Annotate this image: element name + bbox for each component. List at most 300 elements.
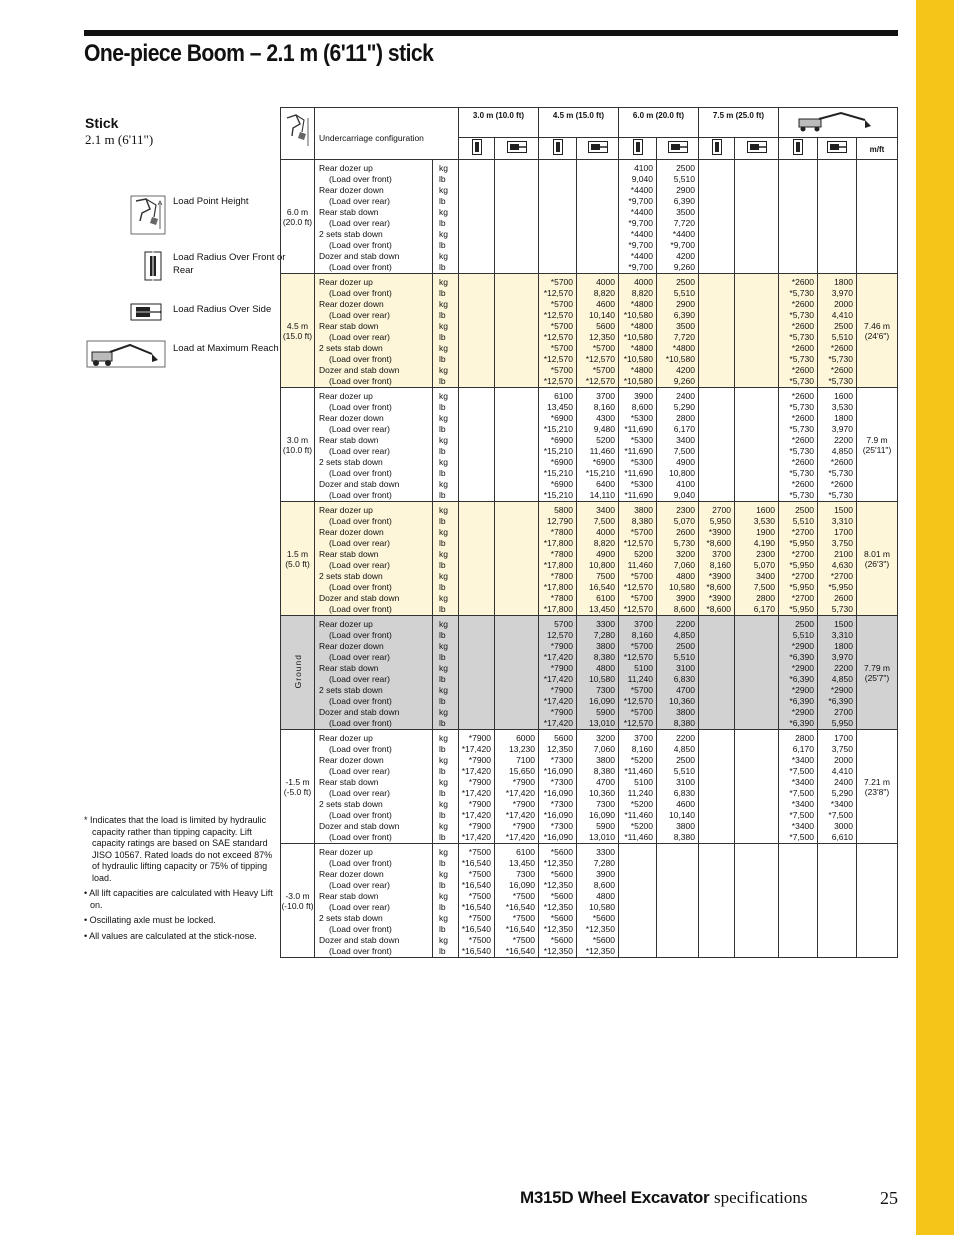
config-label: Rear dozer up xyxy=(319,163,373,173)
config-label: Rear stab down xyxy=(319,549,379,559)
config-label: Rear dozer up xyxy=(319,391,373,401)
capacity-value: *7,500 xyxy=(789,810,814,820)
capacity-value: 7,280 xyxy=(593,630,615,640)
capacity-value: *5300 xyxy=(630,413,653,423)
capacity-value: 2200 xyxy=(834,663,853,673)
capacity-value: 5,510 xyxy=(792,630,814,640)
capacity-value: *5700 xyxy=(550,343,573,353)
radius-header: 7.5 m (25.0 ft) xyxy=(699,108,779,138)
footer xyxy=(520,1188,808,1208)
config-label: (Load over rear) xyxy=(329,218,390,228)
capacity-value: 6,830 xyxy=(673,674,695,684)
unit: lb xyxy=(439,946,446,956)
unit: kg xyxy=(439,277,448,287)
capacity-cell xyxy=(699,502,735,616)
capacity-cell xyxy=(619,844,657,958)
unit: lb xyxy=(439,718,446,728)
capacity-value: *5300 xyxy=(630,457,653,467)
config-label: Rear dozer down xyxy=(319,413,384,423)
capacity-value: *5700 xyxy=(592,365,615,375)
capacity-value: 9,040 xyxy=(631,174,653,184)
capacity-value: *12,350 xyxy=(585,924,615,934)
capacity-value: 4200 xyxy=(676,251,695,261)
capacity-value: 3900 xyxy=(676,593,695,603)
unit: kg xyxy=(439,321,448,331)
capacity-value: *12,350 xyxy=(543,880,573,890)
load-point-height-icon xyxy=(284,112,312,152)
capacity-cell xyxy=(539,388,577,502)
unit: lb xyxy=(439,538,446,548)
capacity-value: *5600 xyxy=(550,913,573,923)
load-radius-side-icon xyxy=(130,303,162,321)
capacity-value: *17,420 xyxy=(543,718,573,728)
capacity-value: *5700 xyxy=(630,707,653,717)
lift-capacity-table xyxy=(280,107,898,958)
capacity-value: *11,460 xyxy=(624,766,653,776)
capacity-value: 16,090 xyxy=(589,696,615,706)
capacity-value: *2600 xyxy=(791,299,814,309)
capacity-value: 10,580 xyxy=(669,582,695,592)
capacity-cell xyxy=(459,502,495,616)
capacity-value: *4400 xyxy=(672,229,695,239)
capacity-value: *15,210 xyxy=(543,446,573,456)
capacity-value: *5,950 xyxy=(789,538,814,548)
capacity-value: 9,040 xyxy=(673,490,695,500)
capacity-value: 8,160 xyxy=(631,744,653,754)
config-label: Rear dozer down xyxy=(319,527,384,537)
unit: lb xyxy=(439,652,446,662)
capacity-value: *5,730 xyxy=(828,354,853,364)
capacity-value: *5,730 xyxy=(789,288,814,298)
capacity-cell xyxy=(818,616,857,730)
stick-heading: Stick xyxy=(85,115,119,131)
unit: kg xyxy=(439,869,448,879)
capacity-value: 7,500 xyxy=(753,582,775,592)
capacity-value: 8,600 xyxy=(673,604,695,614)
capacity-value: 5900 xyxy=(596,707,615,717)
capacity-value: *3900 xyxy=(708,527,731,537)
capacity-value: *12,350 xyxy=(543,902,573,912)
config-labels xyxy=(315,730,433,844)
capacity-value: *7500 xyxy=(468,935,491,945)
capacity-value: *16,540 xyxy=(505,924,535,934)
config-labels xyxy=(315,160,433,274)
capacity-value: *5300 xyxy=(630,435,653,445)
capacity-cell xyxy=(779,274,818,388)
unit-mft: m/ft xyxy=(857,138,898,160)
top-rule xyxy=(84,30,898,36)
capacity-value: *6900 xyxy=(550,457,573,467)
capacity-value: 6,390 xyxy=(673,310,695,320)
capacity-value: 10,580 xyxy=(589,674,615,684)
capacity-value: *10,580 xyxy=(623,310,653,320)
capacity-value: *5,950 xyxy=(789,582,814,592)
capacity-value: 3,970 xyxy=(831,288,853,298)
capacity-value: 1700 xyxy=(834,527,853,537)
capacity-value: *2600 xyxy=(791,365,814,375)
capacity-value: *5600 xyxy=(550,891,573,901)
capacity-value: *2700 xyxy=(830,571,853,581)
capacity-value: 11,460 xyxy=(589,446,615,456)
config-label: (Load over front) xyxy=(329,354,392,364)
load-max-reach-icon xyxy=(793,110,883,132)
capacity-value: 8,820 xyxy=(593,538,615,548)
config-label: Dozer and stab down xyxy=(319,365,400,375)
unit: lb xyxy=(439,560,446,570)
capacity-value: 10,800 xyxy=(589,560,615,570)
capacity-value: 13,010 xyxy=(589,718,615,728)
front-rear-icon-cell xyxy=(539,138,577,160)
capacity-value: 2800 xyxy=(756,593,775,603)
capacity-cell xyxy=(459,730,495,844)
capacity-value: *2600 xyxy=(830,479,853,489)
load-height: -1.5 m (-5.0 ft) xyxy=(281,730,315,844)
capacity-value: *8,600 xyxy=(706,582,731,592)
capacity-value: 3000 xyxy=(834,821,853,831)
units xyxy=(433,274,459,388)
capacity-value: 6000 xyxy=(516,733,535,743)
capacity-cell xyxy=(495,502,539,616)
capacity-value: 16,090 xyxy=(509,880,535,890)
load-height: 3.0 m (10.0 ft) xyxy=(281,388,315,502)
capacity-cell xyxy=(657,274,699,388)
capacity-value: *12,350 xyxy=(585,946,615,956)
unit: lb xyxy=(439,924,446,934)
capacity-value: *8,600 xyxy=(706,604,731,614)
capacity-cell xyxy=(735,274,779,388)
capacity-value: 7,720 xyxy=(673,332,695,342)
unit: lb xyxy=(439,744,446,754)
capacity-value: *16,540 xyxy=(505,946,535,956)
capacity-value: *17,420 xyxy=(543,674,573,684)
load-radius-front-rear-icon xyxy=(712,139,722,155)
config-label: Rear dozer down xyxy=(319,185,384,195)
capacity-value: *15,210 xyxy=(585,468,615,478)
note-bullet: • All values are calculated at the stick-nose. xyxy=(84,930,257,941)
units xyxy=(433,730,459,844)
capacity-value: *7500 xyxy=(512,935,535,945)
capacity-value: *16,090 xyxy=(543,810,573,820)
capacity-value: 5,510 xyxy=(673,288,695,298)
capacity-value: 11,240 xyxy=(627,674,653,684)
capacity-value: 10,140 xyxy=(669,810,695,820)
note-star: * Indicates that the load is limited by hydraulic capacity rather than tipping capacity. Lift capacity ratings are based on SAE standard JISO 10567. Rated loads do not exceed 87% of hydraulic lifting capacity or 75% of tipping load. xyxy=(84,815,273,883)
unit: lb xyxy=(439,858,446,868)
capacity-value: 2700 xyxy=(834,707,853,717)
config-label: 2 sets stab down xyxy=(319,343,383,353)
unit: lb xyxy=(439,288,446,298)
unit: lb xyxy=(439,196,446,206)
capacity-value: 2600 xyxy=(676,527,695,537)
capacity-value: 5,070 xyxy=(673,516,695,526)
capacity-value: *15,210 xyxy=(543,490,573,500)
unit: lb xyxy=(439,218,446,228)
load-height: 4.5 m (15.0 ft) xyxy=(281,274,315,388)
load-radius-front-rear-icon xyxy=(472,139,482,155)
config-label: Dozer and stab down xyxy=(319,821,400,831)
capacity-value: *5300 xyxy=(630,479,653,489)
capacity-value: 2400 xyxy=(834,777,853,787)
unit: lb xyxy=(439,424,446,434)
capacity-value: *7500 xyxy=(468,869,491,879)
unit: lb xyxy=(439,174,446,184)
capacity-value: *17,420 xyxy=(461,810,491,820)
capacity-value: 5200 xyxy=(596,435,615,445)
capacity-cell xyxy=(459,388,495,502)
capacity-value: *7300 xyxy=(550,821,573,831)
unit: lb xyxy=(439,582,446,592)
capacity-value: 3800 xyxy=(634,505,653,515)
footer-suffix: specifications xyxy=(714,1188,808,1207)
note-bullet: • Oscillating axle must be locked. xyxy=(84,915,216,925)
unit: kg xyxy=(439,505,448,515)
capacity-value: 7,280 xyxy=(593,858,615,868)
config-label: (Load over rear) xyxy=(329,766,390,776)
capacity-value: *2700 xyxy=(791,527,814,537)
capacity-value: 3300 xyxy=(596,619,615,629)
capacity-cell xyxy=(459,616,495,730)
capacity-value: *12,350 xyxy=(543,946,573,956)
config-labels xyxy=(315,502,433,616)
capacity-value: *12,570 xyxy=(623,604,653,614)
capacity-value: 2500 xyxy=(795,505,814,515)
capacity-value: *7500 xyxy=(512,913,535,923)
capacity-value: *2600 xyxy=(830,343,853,353)
side-icon-cell xyxy=(657,138,699,160)
capacity-cell xyxy=(495,274,539,388)
capacity-value: *7800 xyxy=(550,571,573,581)
capacity-value: *16,540 xyxy=(461,858,491,868)
max-reach: 8.01 m (26'3") xyxy=(857,502,898,616)
capacity-value: 5,730 xyxy=(673,538,695,548)
capacity-value: 3,530 xyxy=(753,516,775,526)
capacity-value: 3700 xyxy=(712,549,731,559)
unit: lb xyxy=(439,902,446,912)
unit: lb xyxy=(439,354,446,364)
config-label: (Load over rear) xyxy=(329,310,390,320)
unit: lb xyxy=(439,810,446,820)
unit: kg xyxy=(439,229,448,239)
capacity-value: 7300 xyxy=(596,799,615,809)
radius-header: 4.5 m (15.0 ft) xyxy=(539,108,619,138)
page-number: 25 xyxy=(880,1188,898,1208)
config-label: Rear dozer up xyxy=(319,733,373,743)
capacity-value: 4000 xyxy=(634,277,653,287)
unit: lb xyxy=(439,674,446,684)
capacity-value: 3800 xyxy=(596,641,615,651)
capacity-value: 10,360 xyxy=(669,696,695,706)
capacity-value: *7500 xyxy=(512,891,535,901)
capacity-value: 2200 xyxy=(834,435,853,445)
config-label: (Load over rear) xyxy=(329,652,390,662)
capacity-value: 9,260 xyxy=(673,376,695,386)
capacity-value: 5,510 xyxy=(792,516,814,526)
capacity-value: *5,730 xyxy=(789,402,814,412)
capacity-value: *2600 xyxy=(791,457,814,467)
capacity-value: 8,820 xyxy=(593,288,615,298)
capacity-value: 3800 xyxy=(676,821,695,831)
unit: kg xyxy=(439,619,448,629)
capacity-value: 5,510 xyxy=(673,766,695,776)
capacity-value: 4,410 xyxy=(831,766,853,776)
capacity-value: 13,450 xyxy=(509,858,535,868)
capacity-value: *7800 xyxy=(550,527,573,537)
unit: lb xyxy=(439,630,446,640)
capacity-value: *7,500 xyxy=(789,832,814,842)
capacity-cell xyxy=(577,274,619,388)
capacity-value: 4800 xyxy=(596,891,615,901)
capacity-cell xyxy=(657,160,699,274)
capacity-value: 11,240 xyxy=(627,788,653,798)
capacity-value: *7900 xyxy=(550,685,573,695)
capacity-cell xyxy=(539,844,577,958)
config-label: Rear dozer up xyxy=(319,505,373,515)
capacity-value: *12,570 xyxy=(543,288,573,298)
capacity-value: 13,230 xyxy=(509,744,535,754)
capacity-value: 1800 xyxy=(834,413,853,423)
front-rear-icon-cell xyxy=(619,138,657,160)
capacity-value: 1700 xyxy=(834,733,853,743)
page-title: One-piece Boom – 2.1 m (6'11") stick xyxy=(84,40,434,67)
capacity-cell xyxy=(699,730,735,844)
capacity-value: 3400 xyxy=(756,571,775,581)
load-point-height-icon xyxy=(130,195,166,235)
table-row xyxy=(281,844,898,958)
capacity-value: *5200 xyxy=(630,821,653,831)
stick-value: 2.1 m (6'11") xyxy=(85,132,154,147)
capacity-value: *9,700 xyxy=(628,196,653,206)
config-label: Dozer and stab down xyxy=(319,251,400,261)
capacity-value: *5600 xyxy=(550,847,573,857)
capacity-value: *5200 xyxy=(630,799,653,809)
unit: kg xyxy=(439,777,448,787)
capacity-value: 4,410 xyxy=(831,310,853,320)
footer-model: M315D Wheel Excavator xyxy=(520,1188,710,1207)
config-label: (Load over front) xyxy=(329,516,392,526)
capacity-value: *12,570 xyxy=(543,376,573,386)
table-row xyxy=(281,730,898,844)
capacity-value: *11,690 xyxy=(624,446,653,456)
capacity-value: 7,720 xyxy=(673,218,695,228)
capacity-value: *5,730 xyxy=(789,376,814,386)
max-reach-header xyxy=(779,108,898,138)
config-label: (Load over rear) xyxy=(329,560,390,570)
capacity-value: *6900 xyxy=(550,479,573,489)
config-label: Dozer and stab down xyxy=(319,707,400,717)
config-label: (Load over front) xyxy=(329,924,392,934)
unit: kg xyxy=(439,913,448,923)
capacity-cell xyxy=(619,730,657,844)
capacity-value: *2900 xyxy=(791,641,814,651)
load-max-reach-icon xyxy=(86,340,166,368)
capacity-value: 4200 xyxy=(676,365,695,375)
capacity-value: 2900 xyxy=(676,185,695,195)
config-label: (Load over front) xyxy=(329,288,392,298)
config-label: Dozer and stab down xyxy=(319,935,400,945)
config-label: (Load over front) xyxy=(329,376,392,386)
capacity-value: *4400 xyxy=(630,185,653,195)
capacity-value: 2900 xyxy=(676,299,695,309)
capacity-value: *17,420 xyxy=(505,788,535,798)
capacity-value: *15,210 xyxy=(543,468,573,478)
config-label: (Load over rear) xyxy=(329,788,390,798)
capacity-value: *7300 xyxy=(550,799,573,809)
capacity-value: *10,580 xyxy=(623,354,653,364)
capacity-value: 8,380 xyxy=(631,516,653,526)
capacity-value: *5,950 xyxy=(789,560,814,570)
unit: lb xyxy=(439,516,446,526)
config-label: Rear dozer up xyxy=(319,619,373,629)
config-label: 2 sets stab down xyxy=(319,229,383,239)
config-label: (Load over rear) xyxy=(329,538,390,548)
capacity-value: 10,580 xyxy=(589,902,615,912)
unit: kg xyxy=(439,755,448,765)
capacity-value: *7900 xyxy=(468,733,491,743)
capacity-value: *5,730 xyxy=(828,376,853,386)
load-radius-front-rear-icon xyxy=(633,139,643,155)
unit: kg xyxy=(439,799,448,809)
capacity-value: 5,950 xyxy=(831,718,853,728)
capacity-value: 6100 xyxy=(596,593,615,603)
config-label: (Load over front) xyxy=(329,858,392,868)
capacity-value: *5700 xyxy=(550,365,573,375)
capacity-value: 7300 xyxy=(516,869,535,879)
capacity-value: *12,570 xyxy=(543,354,573,364)
config-labels xyxy=(315,274,433,388)
capacity-value: *16,540 xyxy=(461,924,491,934)
capacity-value: *15,210 xyxy=(543,424,573,434)
capacity-value: 2500 xyxy=(676,641,695,651)
capacity-value: *2600 xyxy=(830,365,853,375)
capacity-value: *6,390 xyxy=(789,674,814,684)
capacity-value: 1600 xyxy=(834,391,853,401)
unit: kg xyxy=(439,593,448,603)
capacity-value: 7300 xyxy=(596,685,615,695)
capacity-value: 8,160 xyxy=(593,402,615,412)
unit: kg xyxy=(439,733,448,743)
capacity-value: *7,500 xyxy=(828,810,853,820)
capacity-value: *12,570 xyxy=(585,354,615,364)
capacity-value: 3100 xyxy=(676,777,695,787)
capacity-value: *7900 xyxy=(468,821,491,831)
capacity-value: 8,820 xyxy=(631,288,653,298)
capacity-value: 3400 xyxy=(676,435,695,445)
capacity-value: *5,730 xyxy=(789,332,814,342)
capacity-value: *5700 xyxy=(630,593,653,603)
unit: kg xyxy=(439,707,448,717)
capacity-value: 6400 xyxy=(596,479,615,489)
capacity-cell xyxy=(779,388,818,502)
capacity-value: 7500 xyxy=(596,571,615,581)
capacity-value: *17,800 xyxy=(543,604,573,614)
config-label: (Load over front) xyxy=(329,240,392,250)
units xyxy=(433,160,459,274)
capacity-cell xyxy=(818,502,857,616)
capacity-value: *4400 xyxy=(630,251,653,261)
capacity-value: 16,090 xyxy=(589,810,615,820)
capacity-value: *16,090 xyxy=(543,832,573,842)
side-icon-cell xyxy=(495,138,539,160)
capacity-value: *12,350 xyxy=(543,858,573,868)
capacity-value: *5200 xyxy=(630,755,653,765)
capacity-value: *17,420 xyxy=(461,744,491,754)
unit: kg xyxy=(439,663,448,673)
capacity-cell xyxy=(619,616,657,730)
load-radius-front-rear-icon xyxy=(553,139,563,155)
capacity-value: 5,730 xyxy=(831,604,853,614)
capacity-value: 4800 xyxy=(676,571,695,581)
config-label: (Load over front) xyxy=(329,582,392,592)
